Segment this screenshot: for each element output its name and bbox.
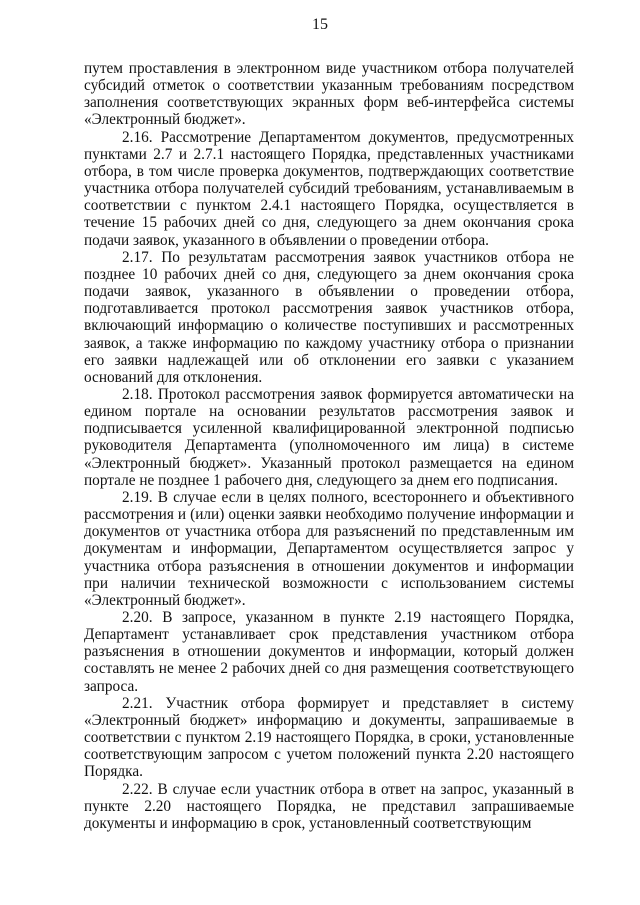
paragraph-continuation: путем проставления в электронном виде участником отбора получателей субсидий отметок о соответствии указанным требованиям посредством заполнения соответствующих экранных форм веб-интерфейса системы «Электронный бюджет». xyxy=(84,60,574,129)
paragraph-2-18: 2.18. Протокол рассмотрения заявок формируется автоматически на едином портале на основании результатов рассмотрения заявок и подписывается усиленной квалифицированной электронной подписью руководителя Департамента (уполномоченного им лица) в системе «Электронный бюджет». Указанный протокол размещается на едином портале не позднее 1 рабочего дня, следующего за днем его подписания. xyxy=(84,385,574,489)
page-number: 15 xyxy=(312,16,328,33)
paragraph-2-22: 2.22. В случае если участник отбора в ответ на запрос, указанный в пункте 2.20 настоящего Порядка, не представил запрашиваемые документы и информацию в срок, установленный соответствующим xyxy=(84,780,574,832)
paragraph-2-19: 2.19. В случае если в целях полного, всестороннего и объективного рассмотрения и (или) оценки заявки необходимо получение информации и документов от участника отбора для разъяснений по представленным им документам и информации, Департаментом осуществляется запрос у участника отбора разъяснения в отношении документов и информации при наличии технической возможности с использованием системы «Электронный бюджет». xyxy=(84,488,574,609)
paragraph-2-17: 2.17. По результатам рассмотрения заявок участников отбора не позднее 10 рабочих дней со дня, следующего за днем окончания срока подачи заявок, указанного в объявлении о проведении отбора, подготавливается протокол рассмотрения заявок участников отбора, включающий информацию о количестве поступивших и рассмотренных заявок, а также информацию по каждому участнику отбора о признании его заявки надлежащей или об отклонении его заявки с указанием оснований для отклонения. xyxy=(84,248,574,386)
paragraph-2-21: 2.21. Участник отбора формирует и представляет в систему «Электронный бюджет» информацию и документы, запрашиваемые в соответствии с пунктом 2.19 настоящего Порядка, в сроки, установленные соответствующим запросом с учетом положений пункта 2.20 настоящего Порядка. xyxy=(84,694,574,781)
paragraph-2-16: 2.16. Рассмотрение Департаментом документов, предусмотренных пунктами 2.7 и 2.7.1 настоящего Порядка, представленных участниками отбора, в том числе проверка документов, подтверждающих соответствие участника отбора получателей субсидий требованиям, устанавливаемым в соответствии с пунктом 2.4.1 настоящего Порядка, осуществляется в течение 15 рабочих дней со дня, следующего за днем окончания срока подачи заявок, указанного в объявлении о проведении отбора. xyxy=(84,128,574,249)
paragraph-2-20: 2.20. В запросе, указанном в пункте 2.19 настоящего Порядка, Департамент устанавливает срок представления участником отбора разъяснения в отношении документов и информации, который должен составлять не менее 2 рабочих дней со дня размещения соответствующего запроса. xyxy=(84,609,574,695)
document-body xyxy=(84,60,574,832)
